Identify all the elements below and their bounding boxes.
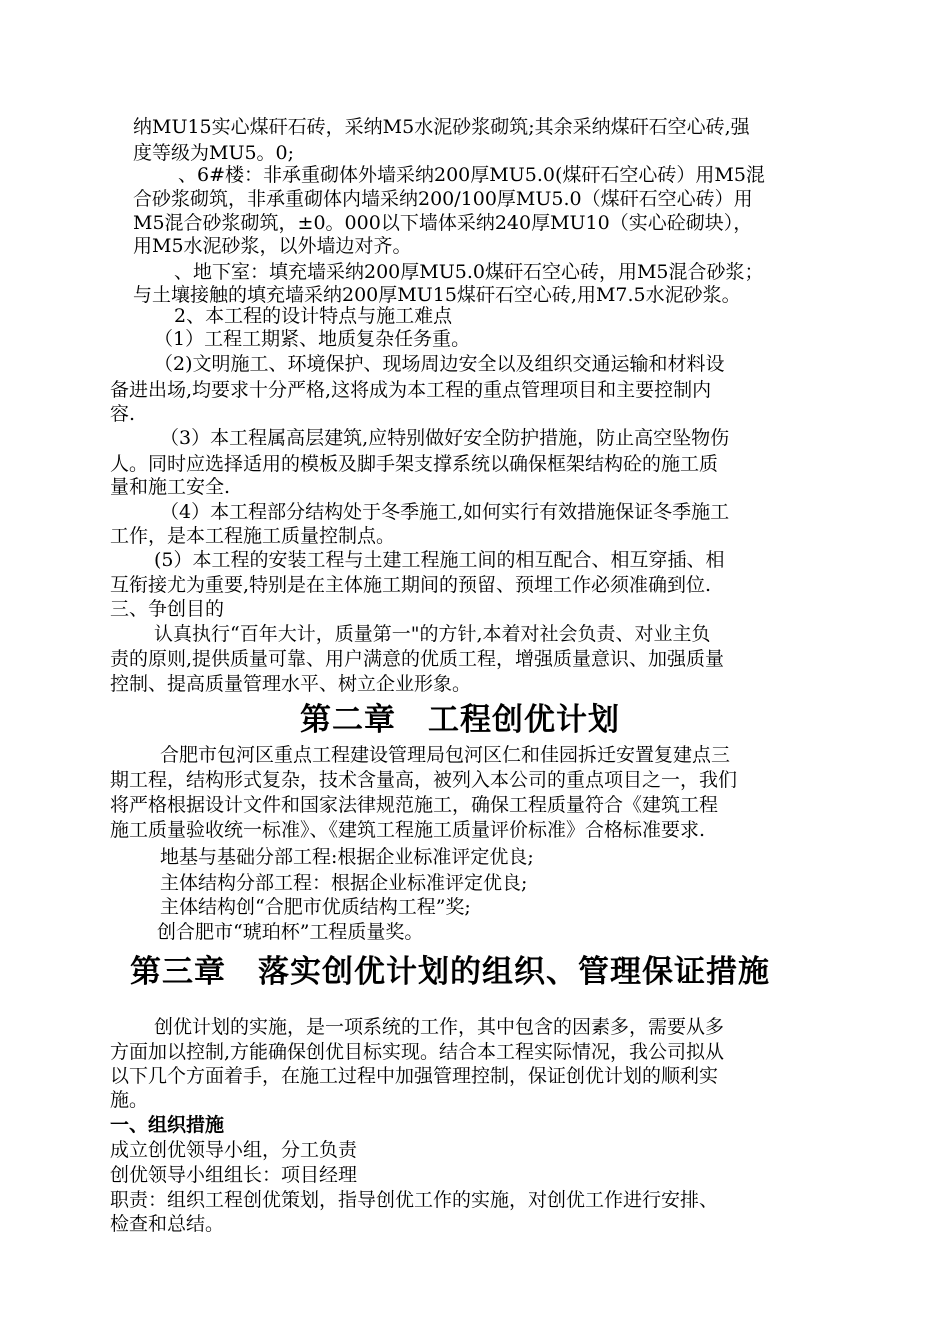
text-line: 创优计划的实施，是一项系统的工作，其中包含的因素多，需要从多: [154, 1016, 725, 1038]
text-line: 主体结构创“合肥市优质结构工程”奖;: [160, 896, 471, 918]
text-line: 检查和总结。: [110, 1213, 225, 1235]
text-line: 期工程，结构形式复杂，技术含量高，被列入本公司的重点项目之一，我们: [110, 769, 738, 791]
text-line: 用M5水泥砂浆，以外墙边对齐。: [133, 235, 412, 257]
text-line: 合肥市包河区重点工程建设管理局包河区仁和佳园拆迁安置复建点三: [160, 744, 731, 766]
text-line: （3）本工程属高层建筑,应特别做好安全防护措施，防止高空坠物伤: [160, 427, 730, 449]
text-line: 、地下室：填充墙采纳200厚MU5.0煤矸石空心砖，用M5混合砂浆；: [174, 261, 764, 283]
text-line: 施。: [110, 1089, 149, 1111]
chapter-title: 第二章 工程创优计划: [300, 702, 620, 738]
text-line: （4）本工程部分结构处于冬季施工,如何实行有效措施保证冬季施工: [160, 501, 730, 523]
text-line: （2)文明施工、环境保护、现场周边安全以及组织交通运输和材料设: [154, 353, 725, 375]
text-line: 量和施工安全.: [110, 476, 231, 498]
text-line: 纳MU15实心煤矸石砖，采纳M5水泥砂浆砌筑;其余采纳煤矸石空心砖,强: [133, 116, 750, 138]
text-line: 地基与基础分部工程:根据企业标准评定优良;: [160, 846, 534, 868]
text-line: 、6#楼：非承重砌体外墙采纳200厚MU5.0(煤矸石空心砖）用M5混: [178, 164, 765, 186]
text-line: 方面加以控制,方能确保创优目标实现。结合本工程实际情况，我公司拟从: [110, 1041, 725, 1063]
text-line: 工作，是本工程施工质量控制点。: [110, 525, 396, 547]
text-line: 将严格根据设计文件和国家法律规范施工，确保工程质量符合《建筑工程: [110, 794, 719, 816]
text-line: 职责：组织工程创优策划，指导创优工作的实施，对创优工作进行安排、: [110, 1189, 719, 1211]
text-line: 度等级为MU5。0;: [133, 142, 295, 164]
text-line: 人。同时应选择适用的模板及脚手架支撑系统以确保框架结构砼的施工质: [110, 453, 719, 475]
text-line: 控制、提高质量管理水平、树立企业形象。: [110, 673, 472, 695]
text-line: 成立创优领导小组，分工负责: [110, 1139, 358, 1161]
section-heading: 三、争创目的: [110, 598, 225, 620]
text-line: 施工质量验收统一标准》、《建筑工程施工质量评价标准》合格标准要求.: [110, 819, 706, 841]
text-line: 创合肥市“琥珀杯”工程质量奖。: [157, 921, 424, 943]
text-line: 主体结构分部工程：根据企业标准评定优良;: [160, 872, 528, 894]
text-line: 备进出场,均要求十分严格,这将成为本工程的重点管理项目和主要控制内: [110, 379, 712, 401]
text-line: 合砂浆砌筑，非承重砌体内墙采纳200/100厚MU5.0（煤矸石空心砖）用: [133, 188, 753, 210]
text-line: 互衔接尤为重要,特别是在主体施工期间的预留、预埋工作必须准确到位.: [110, 574, 712, 596]
section-heading: 2、本工程的设计特点与施工难点: [174, 305, 453, 327]
text-line: 容.: [110, 403, 136, 425]
text-line: 以下几个方面着手，在施工过程中加强管理控制，保证创优计划的顺利实: [110, 1065, 719, 1087]
text-line: (5）本工程的安装工程与土建工程施工间的相互配合、相互穿插、相: [154, 549, 725, 571]
text-line: 与土壤接触的填充墙采纳200厚MU15煤矸石空心砖,用M7.5水泥砂浆。: [133, 284, 741, 306]
text-line: 创优领导小组组长：项目经理: [110, 1164, 358, 1186]
text-line: 责的原则,提供质量可靠、用户满意的优质工程，增强质量意识、加强质量: [110, 648, 725, 670]
text-line: （1）工程工期紧、地质复杂任务重。: [154, 328, 471, 350]
text-line: 认真执行“百年大计，质量第一"的方针,本着对社会负责、对业主负: [154, 623, 711, 645]
section-heading: 一、组织措施: [110, 1114, 225, 1136]
text-line: M5混合砂浆砌筑，±0。000以下墙体采纳240厚MU10（实心砼砌块），: [133, 212, 753, 234]
chapter-title: 第三章 落实创优计划的组织、管理保证措施: [130, 954, 770, 990]
